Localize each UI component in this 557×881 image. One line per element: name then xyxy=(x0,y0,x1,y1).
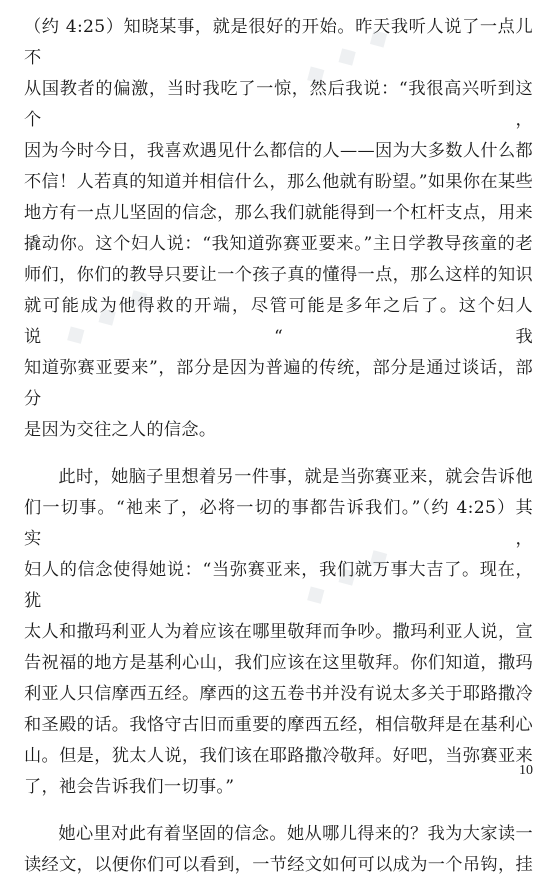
watermark: ◆ ◆ ◆ xyxy=(298,537,398,613)
document-body xyxy=(24,12,533,881)
watermark: ◆ ◆ ◆ xyxy=(58,277,158,353)
page-number: 10 xyxy=(519,763,533,778)
text-line: 撬动你。这个妇人说：“我知道弥赛亚要来。”主日学教导孩童的老 xyxy=(24,234,533,254)
text-line: 不信！人若真的知道并相信什么，那么他就有盼望。”如果你在某些 xyxy=(24,172,533,192)
text-line: 知道弥赛亚要来”，部分是因为普遍的传统，部分是通过谈话，部分 xyxy=(24,358,533,409)
paragraph-gap xyxy=(24,803,533,819)
text-line: 此时，她脑子里想着另一件事，就是当弥赛亚来，就会告诉他 xyxy=(58,467,533,487)
text-line: 地方有一点儿坚固的信念，那么我们就能得到一个杠杆支点，用来 xyxy=(24,203,533,223)
text-line: 山。但是，犹太人说，我们该在耶路撒冷敬拜。好吧，当弥赛亚来 xyxy=(24,746,533,766)
text-line: 太人和撒玛利亚人为着应该在哪里敬拜而争吵。撒玛利亚人说，宣 xyxy=(24,622,533,642)
watermark: ◆ ◆ ◆ xyxy=(298,17,398,93)
paragraph-3 xyxy=(24,819,533,881)
text-line: 就可能成为他得救的开端，尽管可能是多年之后了。这个妇人说“我 xyxy=(24,296,533,347)
text-line: 她心里对此有着坚固的信念。她从哪儿得来的？我为大家读一 xyxy=(58,824,533,844)
text-line: （约 4:25）知晓某事，就是很好的开始。昨天我听人说了一点儿不 xyxy=(24,17,533,68)
text-line: 利亚人只信摩西五经。摩西的这五卷书并没有说太多关于耶路撒冷 xyxy=(24,684,533,704)
text-line: 妇人的信念使得她说：“当弥赛亚来，我们就万事大吉了。现在，犹 xyxy=(24,560,533,611)
text-line: 读经文，以便你们可以看到，一节经文如何可以成为一个吊钩，挂 xyxy=(24,855,533,875)
text-line: 和圣殿的话。我恪守古旧而重要的摩西五经，相信敬拜是在基利心 xyxy=(24,715,533,735)
text-line: 告祝福的地方是基利心山，我们应该在这里敬拜。你们知道，撒玛 xyxy=(24,653,533,673)
text-line: 们一切事。“祂来了，必将一切的事都告诉我们。”（约 4:25）其实， xyxy=(24,498,533,549)
text-line: 因为今时今日，我喜欢遇见什么都信的人——因为大多数人什么都 xyxy=(24,141,533,161)
text-line: 是因为交往之人的信念。 xyxy=(24,420,217,440)
paragraph-gap xyxy=(24,446,533,462)
text-line: 从国教者的偏激，当时我吃了一惊，然后我说：“我很高兴听到这个， xyxy=(24,79,533,130)
paragraph-1 xyxy=(24,12,533,446)
text-line: 了，祂会告诉我们一切事。” xyxy=(24,777,235,797)
paragraph-2 xyxy=(24,462,533,803)
text-line: 师们，你们的教导只要让一个孩子真的懂得一点，那么这样的知识 xyxy=(24,265,533,285)
